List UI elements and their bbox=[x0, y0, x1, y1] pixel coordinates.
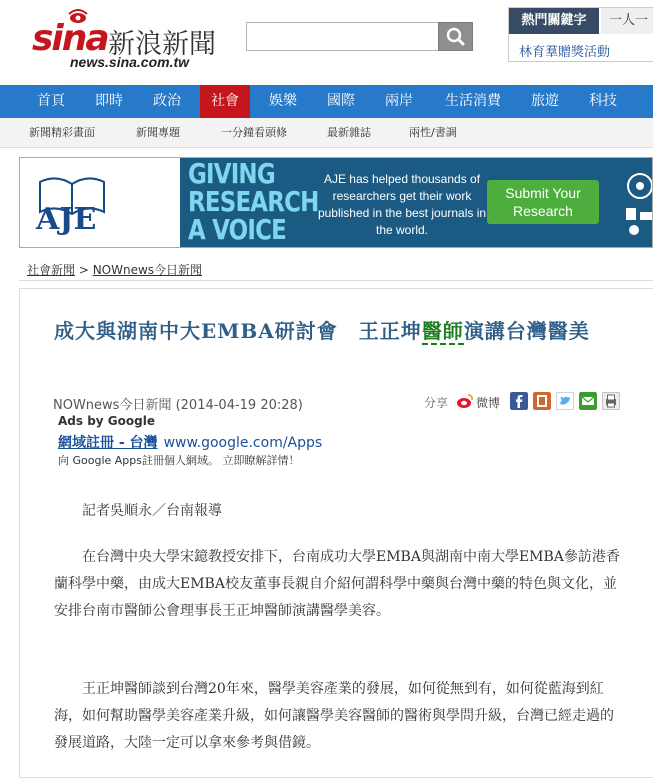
nav-item-society[interactable]: 社會 bbox=[200, 85, 250, 118]
google-ad-url[interactable]: www.google.com/Apps bbox=[163, 435, 323, 451]
nav-item-politics[interactable]: 政治 bbox=[153, 93, 181, 109]
breadcrumb bbox=[27, 261, 202, 278]
article-paragraph bbox=[54, 498, 624, 525]
nav-item-international[interactable]: 國際 bbox=[327, 93, 355, 109]
byline: 記者吳順永／台南報導 bbox=[82, 503, 222, 519]
tab-other[interactable]: 一人一 bbox=[601, 8, 653, 34]
main-nav bbox=[0, 85, 653, 118]
search-input[interactable] bbox=[246, 22, 438, 51]
subnav-item-photos[interactable]: 新聞精彩畫面 bbox=[29, 126, 95, 139]
paragraph-text: 王正坤醫師談到台灣20年來，醫學美容產業的發展，如何從無到有，如何從藍海到紅海，如何幫助醫學美容產業升級，如何讓醫學美容醫師的醫術與學問升級，台灣已經走過的發展道路，大陸一定可以拿來參考與借鏡。 bbox=[54, 681, 614, 751]
breadcrumb-source-link[interactable]: NOWnews今日新聞 bbox=[92, 263, 203, 277]
title-keyword-link[interactable]: 醫師 bbox=[421, 319, 464, 343]
ads-by-google-label[interactable]: Ads by Google bbox=[58, 414, 155, 428]
plurk-icon[interactable] bbox=[533, 392, 551, 410]
science-icons-graphic bbox=[618, 164, 653, 244]
subnav-item-headlines[interactable]: 一分鐘看頭條 bbox=[221, 126, 287, 139]
article-paragraph bbox=[54, 544, 624, 625]
breadcrumb-section-link[interactable]: 社會新聞 bbox=[27, 263, 76, 277]
ad-brand: AJE bbox=[36, 202, 97, 237]
sina-logo[interactable] bbox=[28, 4, 228, 70]
banner-ad[interactable] bbox=[19, 157, 653, 248]
google-ad-description: 向 Google Apps註冊個人網域。 立即瞭解詳情！ bbox=[58, 454, 300, 467]
hot-keyword-link[interactable]: 林育羣贈獎活動 bbox=[519, 45, 611, 60]
logo-url: news.sina.com.tw bbox=[70, 54, 190, 70]
ad-headline-line: GIVING bbox=[188, 157, 275, 190]
search-button[interactable] bbox=[438, 22, 473, 51]
facebook-icon[interactable] bbox=[510, 392, 528, 410]
weibo-label[interactable]: 微博 bbox=[476, 396, 501, 410]
title-text: 成大與湖南中大EMBA研討會 王正坤 bbox=[54, 319, 422, 343]
hot-keywords-box bbox=[508, 7, 653, 62]
nav-item-entertainment[interactable]: 娛樂 bbox=[269, 93, 297, 109]
weibo-icon[interactable] bbox=[456, 392, 474, 410]
share-label: 分享 bbox=[424, 396, 449, 410]
ad-headline-line: A VOICE bbox=[188, 213, 286, 246]
google-ad-title-row bbox=[58, 432, 322, 452]
breadcrumb-separator: > bbox=[75, 263, 93, 277]
ad-logo-panel bbox=[20, 158, 180, 247]
ad-headline bbox=[188, 157, 319, 246]
nav-item-cross-strait[interactable]: 兩岸 bbox=[385, 93, 413, 109]
nav-item-realtime[interactable]: 即時 bbox=[95, 93, 123, 109]
nav-item-tech[interactable]: 科技 bbox=[589, 93, 617, 109]
share-bar bbox=[424, 392, 624, 414]
search-icon bbox=[439, 23, 472, 50]
logo-wordmark: sina bbox=[32, 18, 108, 59]
divider bbox=[19, 280, 653, 281]
print-icon[interactable] bbox=[602, 392, 620, 410]
ad-headline-line: RESEARCH bbox=[188, 185, 319, 218]
google-ad-title-link[interactable]: 網域註冊 - 台灣 bbox=[58, 435, 158, 451]
logo-chinese-name: 新浪新聞 bbox=[108, 29, 216, 60]
subnav-item-topics[interactable]: 新聞專題 bbox=[136, 126, 180, 139]
tab-hot-keywords[interactable]: 熱門關鍵字 bbox=[509, 8, 599, 34]
nav-item-home[interactable]: 首頁 bbox=[37, 93, 65, 109]
twitter-icon[interactable] bbox=[556, 392, 574, 410]
subnav-item-magazine[interactable]: 最新雜誌 bbox=[327, 126, 371, 139]
article-paragraph bbox=[54, 676, 624, 757]
nav-item-lifestyle[interactable]: 生活消費 bbox=[445, 93, 501, 109]
paragraph-text: 在台灣中央大學宋鐿教授安排下，台南成功大學EMBA與湖南中南大學EMBA參訪港香蘭科學中藥，由成大EMBA校友董事長親自介紹何謂科學中藥與台灣中藥的特色與文化，並安排台南市醫師公會理事長王正坤醫師演講醫學美容。 bbox=[54, 549, 620, 619]
article-title bbox=[54, 316, 614, 346]
sub-nav bbox=[0, 118, 653, 148]
site-header bbox=[0, 0, 653, 85]
article-meta: NOWnews今日新聞 (2014-04-19 20:28) bbox=[53, 398, 303, 413]
subnav-item-relationships[interactable]: 兩性/書調 bbox=[409, 126, 457, 139]
submit-research-button[interactable]: Submit Your Research bbox=[487, 180, 599, 224]
email-icon[interactable] bbox=[579, 392, 597, 410]
title-text: 演講台灣醫美 bbox=[463, 319, 590, 343]
ad-copy: AJE has helped thousands of researchers get their work published in the best journals in the world. bbox=[317, 172, 487, 237]
nav-item-travel[interactable]: 旅遊 bbox=[531, 93, 559, 109]
